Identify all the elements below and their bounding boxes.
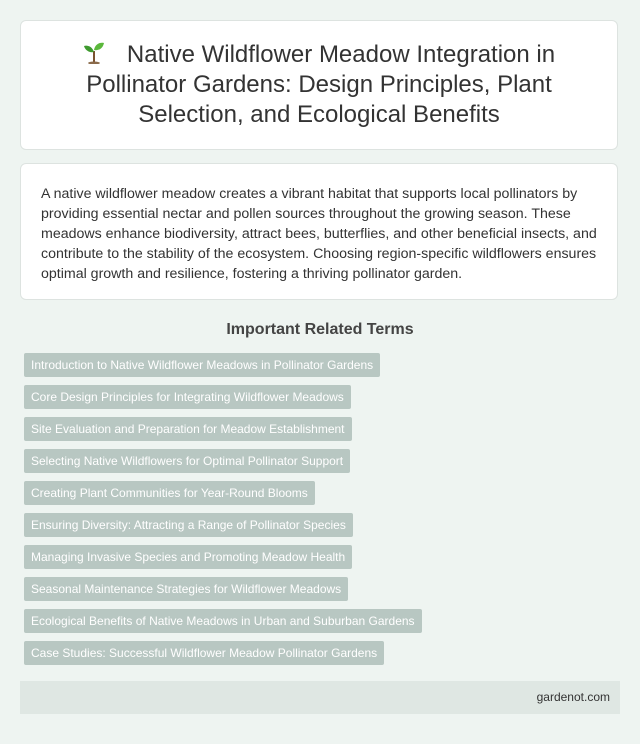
list-item (24, 577, 422, 609)
term-tag[interactable]: Ensuring Diversity: Attracting a Range of Pollinator Species (24, 513, 353, 537)
term-tag[interactable]: Creating Plant Communities for Year-Round Blooms (24, 481, 315, 505)
term-tag[interactable]: Core Design Principles for Integrating Wildflower Meadows (24, 385, 351, 409)
term-tag[interactable]: Seasonal Maintenance Strategies for Wildflower Meadows (24, 577, 348, 601)
page-title-text: Native Wildflower Meadow Integration in Pollinator Gardens: Design Principles, Plant Selection, and Ecological Benefits (86, 41, 556, 128)
term-tag[interactable]: Managing Invasive Species and Promoting Meadow Health (24, 545, 352, 569)
term-tag[interactable]: Selecting Native Wildflowers for Optimal Pollinator Support (24, 449, 350, 473)
title-card (20, 20, 618, 150)
intro-paragraph: A native wildflower meadow creates a vibrant habitat that supports local pollinators by providing essential nectar and pollen sources throughout the growing season. These meadows enhance biodiversity, attract bees, butterflies, and other beneficial insects, and contribute to the stability of the ecosystem. Choosing region-specific wildflowers ensures optimal growth and resilience, fostering a thriving pollinator garden. (41, 186, 597, 282)
footer-bar (20, 681, 620, 714)
term-tag[interactable]: Introduction to Native Wildflower Meadows in Pollinator Gardens (24, 353, 380, 377)
page-title (51, 40, 587, 130)
sprout-icon (83, 40, 105, 64)
related-terms-list (24, 353, 422, 673)
term-tag[interactable]: Ecological Benefits of Native Meadows in Urban and Suburban Gardens (24, 609, 422, 633)
list-item (24, 417, 422, 449)
list-item (24, 513, 422, 545)
list-item (24, 641, 422, 673)
list-item (24, 545, 422, 577)
list-item (24, 385, 422, 417)
footer-site-link[interactable]: gardenot.com (536, 690, 610, 704)
related-terms-heading: Important Related Terms (226, 321, 414, 338)
list-item (24, 449, 422, 481)
list-item (24, 481, 422, 513)
intro-card (20, 163, 618, 300)
term-tag[interactable]: Site Evaluation and Preparation for Meadow Establishment (24, 417, 352, 441)
list-item (24, 353, 422, 385)
term-tag[interactable]: Case Studies: Successful Wildflower Meadow Pollinator Gardens (24, 641, 384, 665)
list-item (24, 609, 422, 641)
